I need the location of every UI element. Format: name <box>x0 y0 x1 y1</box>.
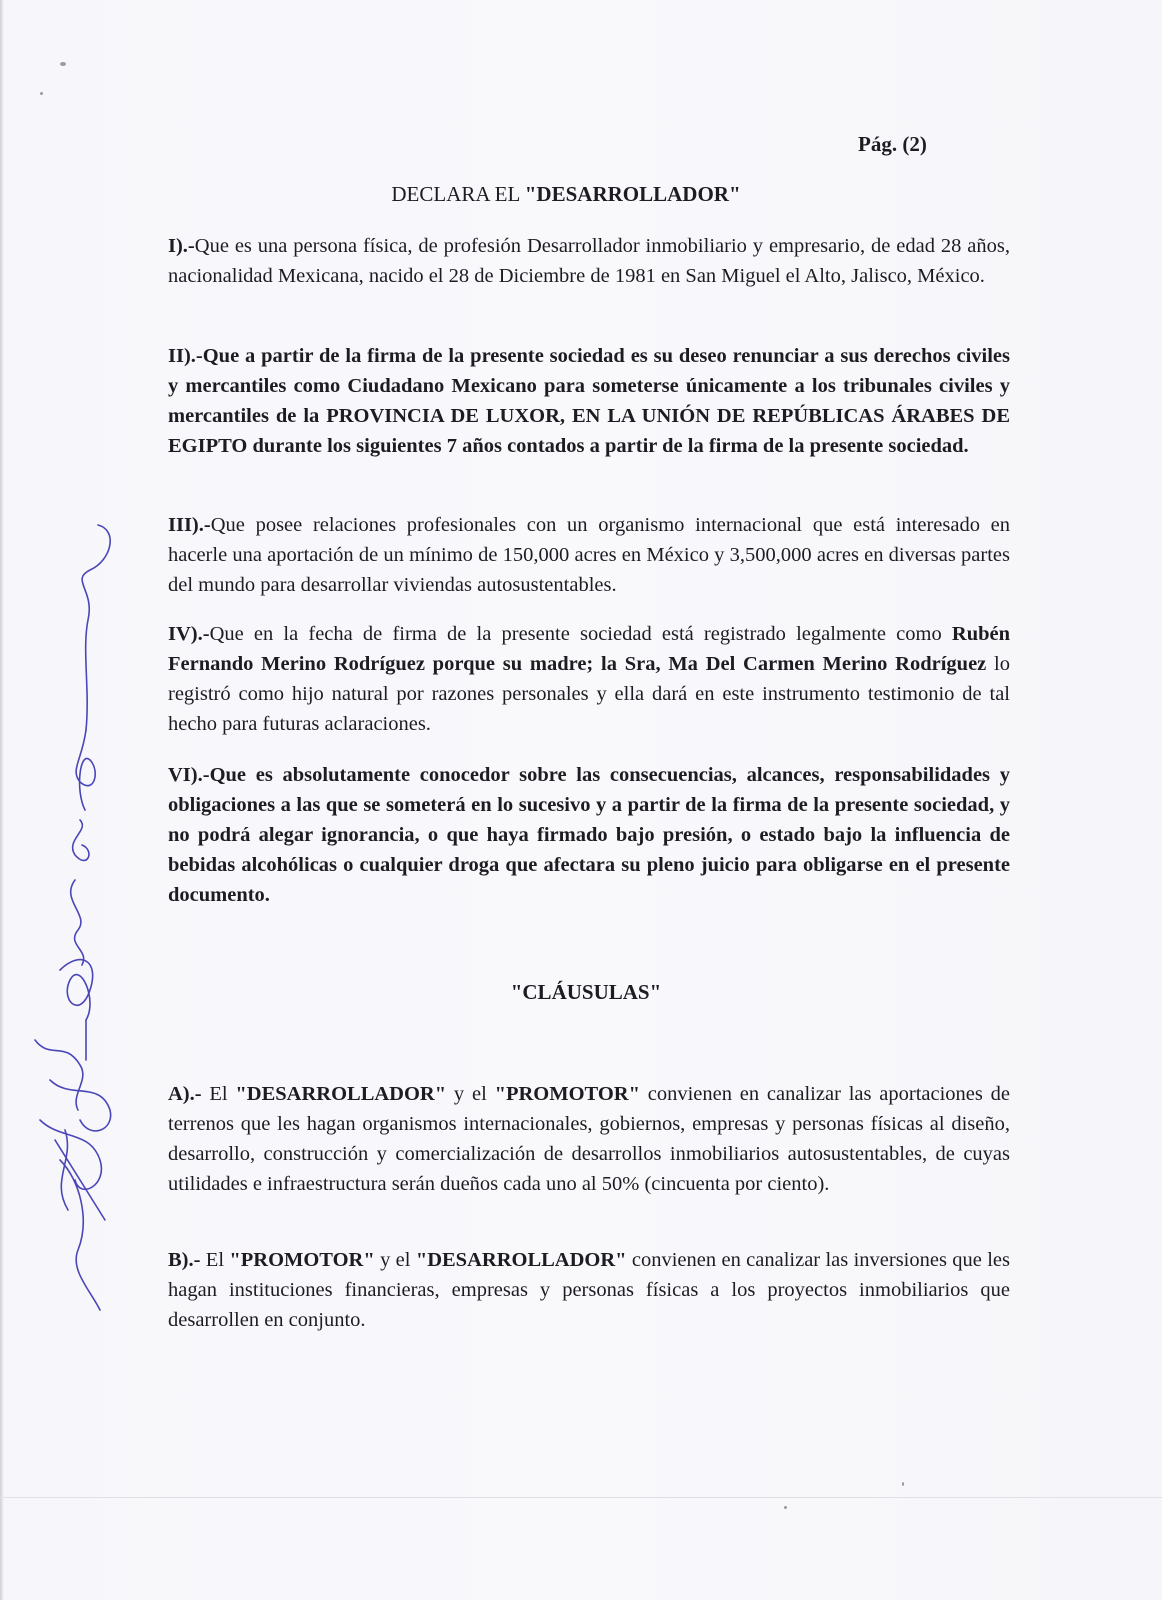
declaration-text: Que es una persona física, de profesión Desarrollador inmobiliario y empresario, de edad 28 años, nacionalidad Mexicana, nacido el 28 de Diciembre de 1981 en San Miguel el Alto, Jalisco, México. <box>168 235 1010 287</box>
clause-label: A).- <box>168 1083 202 1105</box>
handwritten-signature <box>20 520 130 1320</box>
declaration-text-bold: Rubén Fernando Merino Rodríguez porque su madre; la Sra, Ma Del Carmen Merino Rodríguez <box>168 623 1010 675</box>
page-number: Pág. (2) <box>858 132 927 156</box>
declaration-text-after: lo registró como hijo natural por razones personales y ella dará en este instrumento testimonio de tal hecho para futuras aclaraciones. <box>168 653 1010 735</box>
party-name: "DESARROLLADOR" <box>415 1249 627 1271</box>
declara-heading <box>0 182 1162 207</box>
clausulas-heading: "CLÁUSULAS" <box>510 980 662 1004</box>
declaration-item-4 <box>168 619 1010 739</box>
scan-speck <box>784 1506 787 1509</box>
declaration-text: Que a partir de la firma de la presente sociedad es su deseo renunciar a sus derechos civiles y mercantiles como Ciudadano Mexicano para someterse únicamente a los tribunales civiles y mercantiles de la PROVINCIA DE LUXOR, EN LA UNIÓN DE REPÚBLICAS ÁRABES DE EGIPTO durante los siguientes 7 años contados a partir de la firma de la presente sociedad. <box>168 345 1010 457</box>
declaration-label: III).- <box>168 514 211 536</box>
clause-a: A).- El "DESARROLLADOR" y el "PROMOTOR" convienen en canalizar las aportaciones de terrenos que les hagan organismos internacionales, gobiernos, empresas y personas físicas al diseño, desarrollo, construcción y comercialización de desarrollos inmobiliarios autosustentables, de cuyas utilidades e infraestructura serán dueños cada uno al 50% (cincuenta por ciento). <box>168 1083 1010 1195</box>
declaration-item-6 <box>168 760 1010 910</box>
party-name: "PROMOTOR" <box>229 1249 375 1271</box>
clause-b: B).- El "PROMOTOR" y el "DESARROLLADOR" convienen en canalizar las inversiones que les hagan instituciones financieras, empresas y personas físicas a los proyectos inmobiliarios que desarrollen en conjunto. <box>168 1249 1011 1331</box>
declaration-label: VI).- <box>168 764 210 786</box>
scan-speck <box>60 62 66 66</box>
declaration-item-2 <box>168 341 1010 461</box>
declaration-item-1 <box>168 231 1010 291</box>
declaration-label: I).- <box>168 235 195 257</box>
declaration-item-3 <box>168 510 1010 600</box>
declara-heading-bold: "DESARROLLADOR" <box>524 182 741 206</box>
declaration-label: II).- <box>168 345 203 367</box>
declaration-label: IV).- <box>168 623 210 645</box>
declaration-text-before: Que en la fecha de firma de la presente sociedad está registrado legalmente como <box>209 623 952 645</box>
scan-edge-shadow <box>0 0 4 1600</box>
declaration-text: Que posee relaciones profesionales con un organismo internacional que está interesado en hacerle una aportación de un mínimo de 150,000 acres en México y 3,500,000 acres en diversas partes del mundo para desarrollar viviendas autosustentables. <box>168 514 1010 596</box>
party-name: "DESARROLLADOR" <box>235 1083 447 1105</box>
declara-heading-prefix: DECLARA EL <box>391 182 525 206</box>
party-name: "PROMOTOR" <box>494 1083 640 1105</box>
clause-label: B).- <box>168 1249 201 1271</box>
scan-speck <box>902 1482 904 1486</box>
declaration-text: Que es absolutamente conocedor sobre las consecuencias, alcances, responsabilidades y obligaciones a las que se someterá en lo sucesivo y a partir de la firma de la presente sociedad, y no podrá alegar ignorancia, o que haya firmado bajo presión, o estado bajo la influencia de bebidas alcohólicas o cualquier droga que afectara su pleno juicio para obligarse en el presente documento. <box>168 764 1010 906</box>
scan-speck <box>40 92 43 95</box>
scan-fold-line <box>0 1497 1162 1498</box>
